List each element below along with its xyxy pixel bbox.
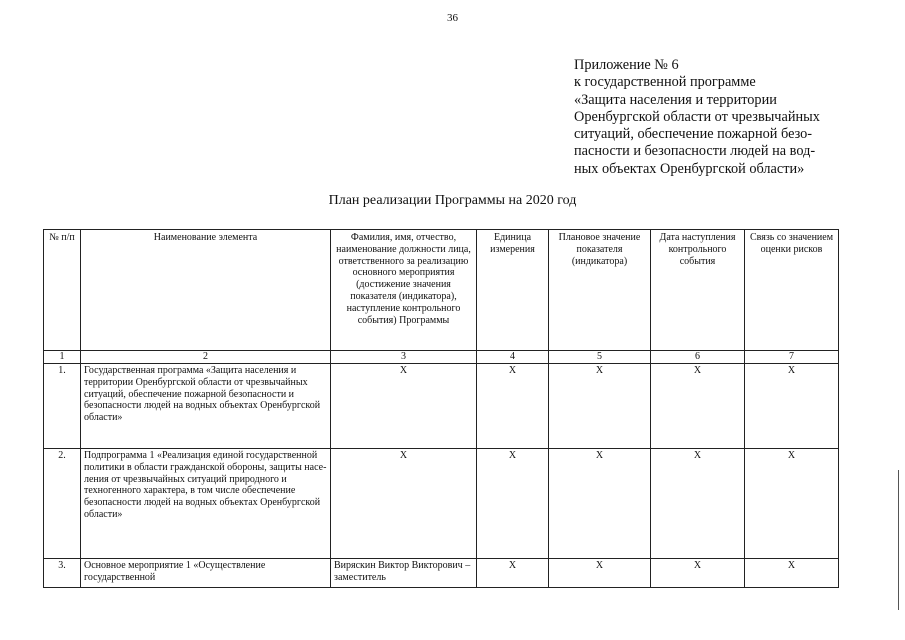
responsible-person: X: [331, 364, 477, 449]
planned-value: X: [549, 449, 651, 559]
appendix-line: ных объектах Оренбургской области»: [574, 160, 805, 177]
header-row: [44, 230, 839, 351]
column-number: 7: [745, 351, 839, 364]
planned-value: X: [549, 559, 651, 588]
implementation-plan-table: [43, 229, 839, 588]
table-row: [44, 364, 839, 449]
unit-of-measure: X: [477, 559, 549, 588]
appendix-line: ситуаций, обеспечение пожарной безо-: [574, 126, 813, 143]
row-number: 2.: [44, 449, 81, 559]
unit-of-measure: X: [477, 364, 549, 449]
header-unit: Единица измерения: [477, 230, 549, 351]
event-date: X: [651, 559, 745, 588]
element-name: Основное мероприятие 1 «Осуществление государственной: [81, 559, 331, 588]
header-planned-value: Плановое значение показателя (индикатора): [549, 230, 651, 351]
row-number: 1.: [44, 364, 81, 449]
risk-link: X: [745, 559, 839, 588]
scan-edge-line: [898, 470, 899, 610]
appendix-line: «Защита населения и территории: [574, 91, 777, 108]
table-row: [44, 559, 839, 588]
page-number: 36: [447, 12, 458, 24]
table-row: [44, 449, 839, 559]
header-event-date: Дата наступления контрольного события: [651, 230, 745, 351]
column-number: 4: [477, 351, 549, 364]
appendix-line: пасности и безопасности людей на вод-: [574, 143, 816, 160]
event-date: X: [651, 449, 745, 559]
header-responsible: Фамилия, имя, отчество, наименование должности лица, ответственного за реализацию основного мероприятия (достижение значения показателя (индикатора), наступление контрольного события) Программы: [331, 230, 477, 351]
appendix-line: к государственной программе: [574, 74, 756, 91]
unit-of-measure: X: [477, 449, 549, 559]
appendix-line: Оренбургской области от чрезвычайных: [574, 108, 820, 125]
header-element-name: Наименование элемента: [81, 230, 331, 351]
header-risk-link: Связь со значением оценки рисков: [745, 230, 839, 351]
column-number: 3: [331, 351, 477, 364]
responsible-person: Виряскин Виктор Викторович – заместитель: [331, 559, 477, 588]
column-number: 1: [44, 351, 81, 364]
risk-link: X: [745, 364, 839, 449]
plan-title: План реализации Программы на 2020 год: [328, 193, 577, 208]
column-number: 6: [651, 351, 745, 364]
element-name: Подпрограмма 1 «Реализация единой государственной политики в области гражданской обороны, защиты населения от чрезвычайных ситуаций природного и техногенного характера, в том числе обеспечение безопасности людей на водных объектах Оренбургской области»: [81, 449, 331, 559]
header-number: № п/п: [44, 230, 81, 351]
appendix-line: Приложение № 6: [574, 57, 679, 73]
row-number: 3.: [44, 559, 81, 588]
event-date: X: [651, 364, 745, 449]
appendix-reference: [574, 57, 874, 178]
element-name: Государственная программа «Защита населения и территории Оренбургской области от чрезвычайных ситуаций, обеспечение пожарной безопасности и безопасности людей на водных объектах Оренбургской области»: [81, 364, 331, 449]
responsible-person: X: [331, 449, 477, 559]
planned-value: X: [549, 364, 651, 449]
column-number: 2: [81, 351, 331, 364]
column-number: 5: [549, 351, 651, 364]
risk-link: X: [745, 449, 839, 559]
column-number-row: [44, 351, 839, 364]
